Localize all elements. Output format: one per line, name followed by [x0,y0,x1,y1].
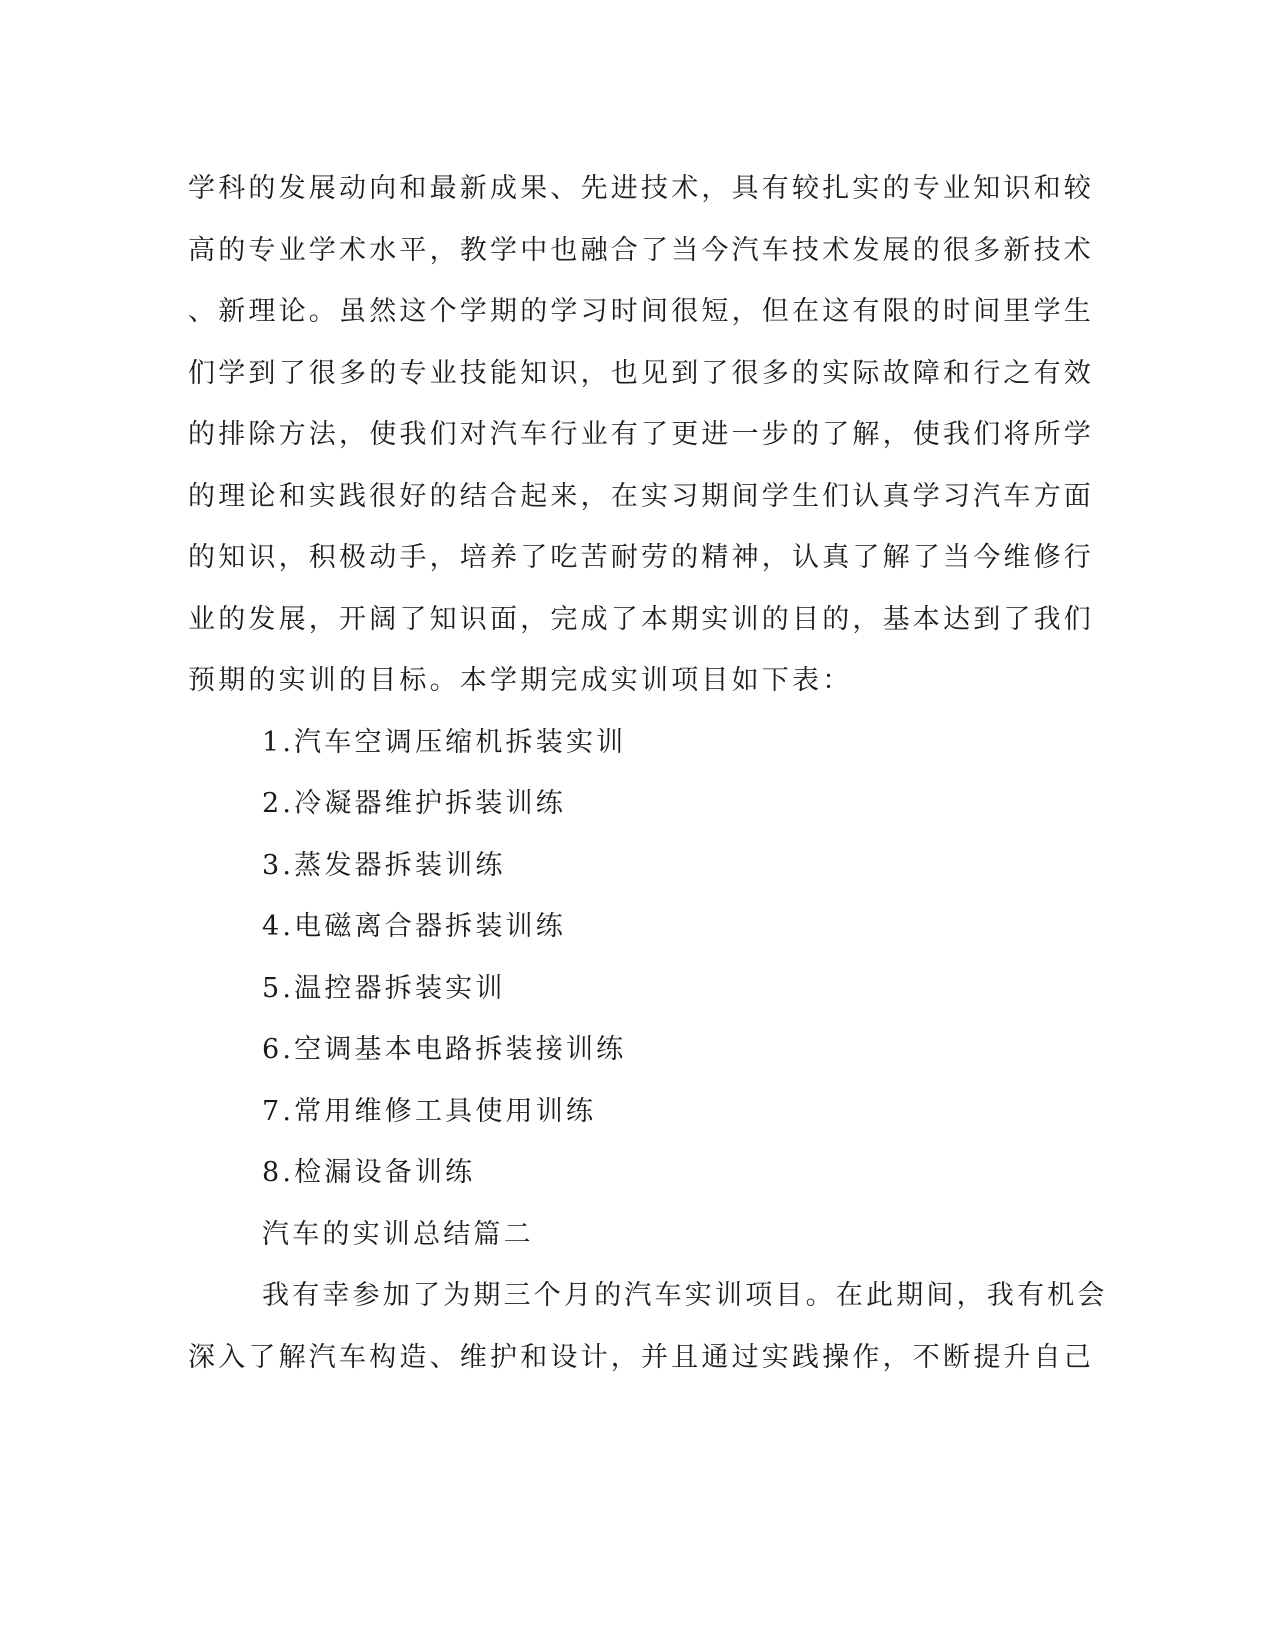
paragraph-line: 的排除方法，使我们对汽车行业有了更进一步的了解，使我们将所学 [188,419,1094,450]
list-item: 1.汽车空调压缩机拆装实训 [262,726,627,758]
list-item: 6.空调基本电路拆装接训练 [262,1034,627,1065]
list-item: 2.冷凝器维护拆装训练 [262,788,566,819]
paragraph-line: 预期的实训的目标。本学期完成实训项目如下表： [188,665,853,696]
paragraph-line: 我有幸参加了为期三个月的汽车实训项目。在此期间，我有机会 [262,1280,1108,1311]
paragraph-line: 的理论和实践很好的结合起来，在实习期间学生们认真学习汽车方面 [188,480,1094,512]
paragraph-line: 、新理论。虽然这个学期的学习时间很短，但在这有限的时间里学生 [188,296,1094,327]
list-item: 5.温控器拆装实训 [262,972,506,1004]
section-heading: 汽车的实训总结篇二 [262,1218,534,1250]
list-item: 4.电磁离合器拆装训练 [262,911,566,942]
paragraph-line: 高的专业学术水平，教学中也融合了当今汽车技术发展的很多新技术 [188,234,1094,266]
list-item: 8.检漏设备训练 [262,1157,476,1188]
paragraph-line: 的知识，积极动手，培养了吃苦耐劳的精神，认真了解了当今维修行 [188,542,1094,573]
paragraph-line: 们学到了很多的专业技能知识，也见到了很多的实际故障和行之有效 [188,357,1094,389]
list-item: 3.蒸发器拆装训练 [262,849,506,881]
paragraph-line: 深入了解汽车构造、维护和设计，并且通过实践操作，不断提升自己 [188,1341,1094,1373]
document-body [188,158,1108,1388]
list-item: 7.常用维修工具使用训练 [262,1095,597,1127]
paragraph-line: 业的发展，开阔了知识面，完成了本期实训的目的，基本达到了我们 [188,603,1094,635]
paragraph-line: 学科的发展动向和最新成果、先进技术，具有较扎实的专业知识和较 [188,173,1094,204]
